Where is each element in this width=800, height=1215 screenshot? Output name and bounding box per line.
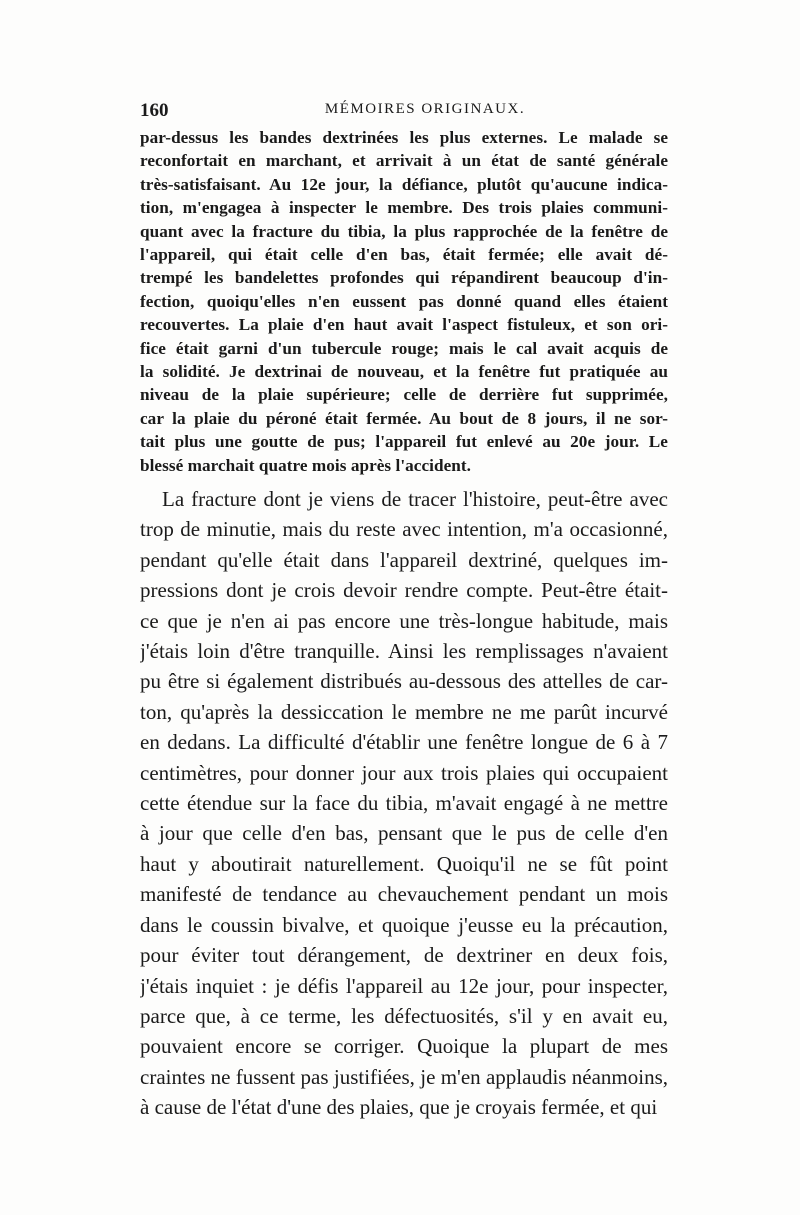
text-line: trempé les bandelettes profondes qui répandirent beaucoup d'in- xyxy=(140,268,668,288)
text-line: manifesté de tendance au chevauchement pendant un mois xyxy=(140,882,668,907)
text-line: très-satisfaisant. Au 12e jour, la défiance, plutôt qu'aucune indica- xyxy=(140,174,668,194)
text-line: reconfortait en marchant, et arrivait à un état de santé générale xyxy=(140,151,668,171)
page-number: 160 xyxy=(140,100,169,121)
text-line: fection, quoiqu'elles n'en eussent pas donné quand elles étaient xyxy=(140,291,668,311)
text-line: dans le coussin bivalve, et quoique j'eusse eu la précaution, xyxy=(140,912,668,937)
text-line: craintes ne fussent pas justifiées, je m'en applaudis néanmoins, xyxy=(140,1064,668,1089)
text-line: à cause de l'état d'une des plaies, que je croyais fermée, et qui xyxy=(140,1095,658,1120)
text-line: par-dessus les bandes dextrinées les plus externes. Le malade se xyxy=(140,128,668,147)
text-line: à jour que celle d'en bas, pensant que le pus de celle d'en xyxy=(140,821,668,846)
text-line: blessé marchait quatre mois après l'accident. xyxy=(140,455,472,475)
text-line: tait plus une goutte de pus; l'appareil fut enlevé au 20e jour. Le xyxy=(140,432,668,452)
text-line: car la plaie du péroné était fermée. Au bout de 8 jours, il ne sor- xyxy=(140,408,668,428)
text-line: niveau de la plaie supérieure; celle de derrière fut supprimée, xyxy=(140,385,668,405)
text-line: fice était garni d'un tubercule rouge; mais le cal avait acquis de xyxy=(140,338,668,358)
text-line: pressions dont je crois devoir rendre compte. Peut-être était- xyxy=(140,578,668,603)
text-line: pendant qu'elle était dans l'appareil dextriné, quelques im- xyxy=(140,547,668,572)
case-report-paragraph xyxy=(140,126,668,477)
page-header xyxy=(140,100,670,124)
text-line: haut y aboutirait naturellement. Quoiqu'il ne se fût point xyxy=(140,851,668,876)
text-line: tion, m'engagea à inspecter le membre. Des trois plaies communi- xyxy=(140,198,668,218)
text-line: pu être si également distribués au-dessous des attelles de car- xyxy=(140,669,668,694)
running-head: MÉMOIRES ORIGINAUX. xyxy=(324,101,526,117)
text-line: parce que, à ce terme, les défectuosités, s'il y en avait eu, xyxy=(140,1003,668,1028)
text-line: ton, qu'après la dessiccation le membre ne me parût incurvé xyxy=(140,699,668,724)
text-line: cette étendue sur la face du tibia, m'avait engagé à ne mettre xyxy=(140,791,668,816)
text-line: La fracture dont je viens de tracer l'histoire, peut-être avec xyxy=(162,487,668,511)
commentary-paragraph xyxy=(140,484,668,1123)
text-line: quant avec la fracture du tibia, la plus rapprochée de la fenêtre de xyxy=(140,221,668,241)
text-line: centimètres, pour donner jour aux trois plaies qui occupaient xyxy=(140,760,668,785)
text-line: en dedans. La difficulté d'établir une fenêtre longue de 6 à 7 xyxy=(140,730,668,755)
text-line: l'appareil, qui était celle d'en bas, était fermée; elle avait dé- xyxy=(140,245,668,265)
text-line: j'étais loin d'être tranquille. Ainsi les remplissages n'avaient xyxy=(140,639,668,664)
text-line: recouvertes. La plaie d'en haut avait l'aspect fistuleux, et son ori- xyxy=(140,315,668,335)
text-line: pour éviter tout dérangement, de dextriner en deux fois, xyxy=(140,943,668,968)
text-line: ce que je n'en ai pas encore une très-longue habitude, mais xyxy=(140,608,668,633)
text-line: la solidité. Je dextrinai de nouveau, et la fenêtre fut pratiquée au xyxy=(140,362,668,382)
text-line: j'étais inquiet : je défis l'appareil au 12e jour, pour inspecter, xyxy=(140,973,668,998)
text-line: pouvaient encore se corriger. Quoique la plupart de mes xyxy=(140,1034,668,1059)
text-line: trop de minutie, mais du reste avec intention, m'a occasionné, xyxy=(140,517,668,542)
